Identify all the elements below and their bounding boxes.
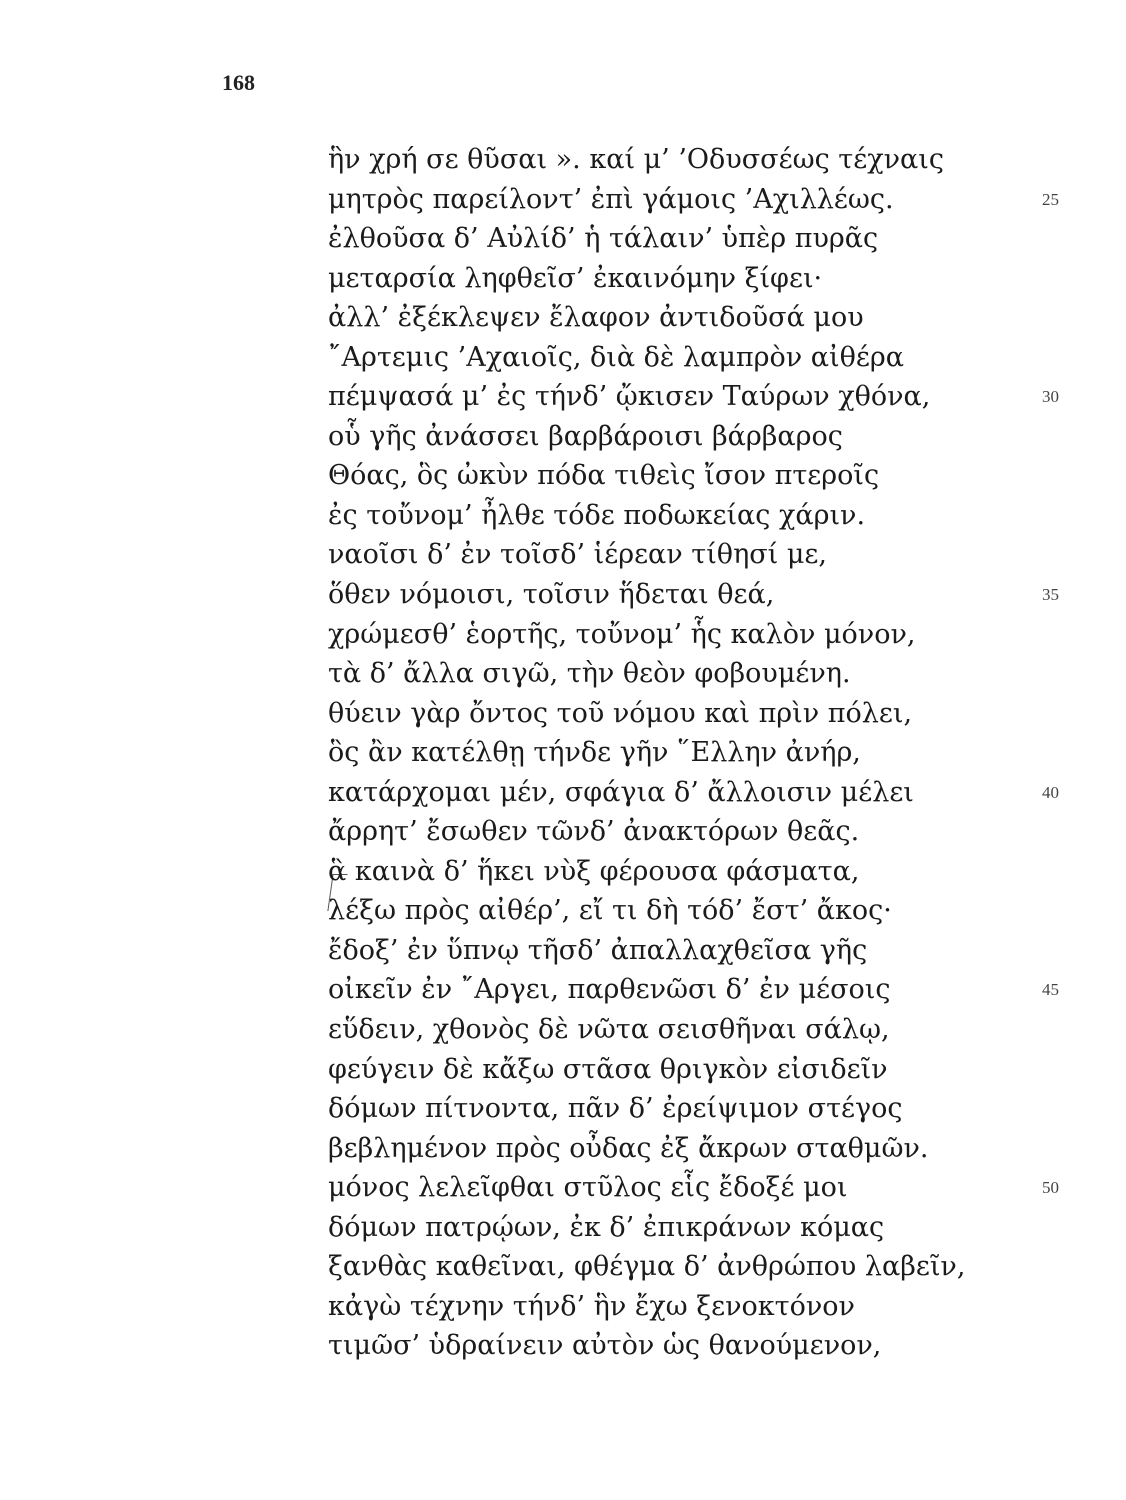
- verse-line-text: Θόας, ὃς ὠκὺν πόδα τιθεὶς ἴσον πτεροῖς: [328, 460, 880, 492]
- verse-line-text: μόνος λελεῖφθαι στῦλος εἷς ἔδοξέ μοι: [328, 1172, 848, 1204]
- verse-line-text: κατάρχομαι μέν, σφάγια δ’ ἄλλοισιν μέλει: [328, 776, 914, 808]
- verse-line-text: δόμων πίτνοντα, πᾶν δ’ ἐρείψιμον στέγος: [328, 1093, 903, 1125]
- verse-text: [328, 140, 1059, 1366]
- verse-line: [328, 733, 1028, 773]
- verse-line-text: ἄρρητ’ ἔσωθεν τῶνδ’ ἀνακτόρων θεᾶς.: [328, 816, 860, 848]
- verse-line-text: πέμψασά μ’ ἐς τήνδ’ ᾤκισεν Ταύρων χθόνα,: [328, 381, 931, 413]
- verse-line: [328, 180, 1059, 220]
- verse-line: [328, 891, 1028, 931]
- page-number: 168: [222, 70, 255, 95]
- verse-line: [328, 575, 1059, 615]
- verse-line: [328, 140, 1028, 180]
- verse-line-text: κἀγὼ τέχνην τήνδ’ ἣν ἔχω ξενοκτόνον: [328, 1290, 855, 1322]
- verse-line-text: ἀλλ’ ἐξέκλεψεν ἔλαφον ἀντιδοῦσά μου: [328, 302, 864, 334]
- verse-line-text: οἰκεῖν ἐν ῎Αργει, παρθενῶσι δ’ ἐν μέσοις: [328, 974, 891, 1006]
- verse-line: [328, 970, 1059, 1010]
- verse-line: [328, 931, 1028, 971]
- verse-line: [328, 535, 1028, 575]
- verse-line-text: λέξω πρὸς αἰθέρ’, εἴ τι δὴ τόδ’ ἔστ’ ἄκος·: [328, 895, 892, 927]
- line-number: 40: [1042, 782, 1059, 802]
- verse-line: [328, 259, 1028, 299]
- verse-line-text: οὗ γῆς ἀνάσσει βαρβάροισι βάρβαρος: [328, 420, 843, 452]
- line-number: 25: [1042, 189, 1059, 209]
- line-number: 50: [1042, 1178, 1059, 1198]
- verse-line-text: φεύγειν δὲ κἄξω στᾶσα θριγκὸν εἰσιδεῖν: [328, 1053, 888, 1085]
- verse-line: [328, 1326, 1028, 1366]
- verse-line: [328, 812, 1028, 852]
- verse-line: [328, 1287, 1028, 1327]
- verse-line-text: θύειν γὰρ ὄντος τοῦ νόμου καὶ πρὶν πόλει,: [328, 697, 913, 729]
- verse-line-text: τιμῶσ’ ὑδραίνειν αὐτὸν ὡς θανούμενον,: [328, 1330, 882, 1362]
- verse-line: [328, 654, 1028, 694]
- verse-line-text: ναοῖσι δ’ ἐν τοῖσδ’ ἱέρεαν τίθησί με,: [328, 539, 827, 571]
- verse-line: [328, 1168, 1059, 1208]
- verse-line-text: ἔδοξ’ ἐν ὕπνῳ τῆσδ’ ἀπαλλαχθεῖσα γῆς: [328, 934, 868, 966]
- verse-line-text: τὰ δ’ ἄλλα σιγῶ, τὴν θεὸν φοβουμένη.: [328, 658, 851, 690]
- verse-line: [328, 377, 1059, 417]
- verse-line-text: ξανθὰς καθεῖναι, φθέγμα δ’ ἀνθρώπου λαβεῖν,: [328, 1251, 966, 1283]
- verse-line: [328, 219, 1028, 259]
- verse-line-text: ἐλθοῦσα δ’ Αὐλίδ’ ἡ τάλαιν’ ὑπὲρ πυρᾶς: [328, 223, 879, 255]
- verse-line-text: χρώμεσθ’ ἑορτῆς, τοὔνομ’ ἧς καλὸν μόνον,: [328, 618, 916, 650]
- verse-line-text: ἃ καινὰ δ’ ἥκει νὺξ φέρουσα φάσματα,: [328, 855, 860, 887]
- verse-line: [328, 298, 1028, 338]
- verse-line: [328, 1129, 1028, 1169]
- line-number: 45: [1042, 980, 1059, 1000]
- line-number: 30: [1042, 387, 1059, 407]
- verse-line-text: ἣν χρή σε θῦσαι ». καί μ’ ’Οδυσσέως τέχναις: [328, 144, 944, 175]
- verse-line: [328, 1089, 1028, 1129]
- verse-line-text: δόμων πατρῴων, ἐκ δ’ ἐπικράνων κόμας: [328, 1211, 885, 1243]
- verse-line-text: ὃς ἂν κατέλθῃ τήνδε γῆν ῞Ελλην ἀνήρ,: [328, 737, 861, 769]
- verse-line: [328, 773, 1059, 813]
- line-number: 35: [1042, 585, 1059, 605]
- verse-line: [328, 1208, 1028, 1248]
- verse-line-text: βεβλημένον πρὸς οὖδας ἐξ ἄκρων σταθμῶν.: [328, 1132, 929, 1164]
- verse-line: [328, 1010, 1028, 1050]
- verse-line: [328, 615, 1028, 655]
- verse-line-text: ῎Αρτεμις ’Αχαιοῖς, διὰ δὲ λαμπρὸν αἰθέρα: [328, 341, 904, 373]
- verse-line-text: μητρὸς παρείλοντ’ ἐπὶ γάμοις ’Αχιλλέως.: [328, 183, 894, 215]
- verse-line-text: εὕδειν, χθονὸς δὲ νῶτα σεισθῆναι σάλῳ,: [328, 1014, 890, 1046]
- verse-line-text: μεταρσία ληφθεῖσ’ ἐκαινόμην ξίφει·: [328, 262, 823, 294]
- verse-line: [328, 694, 1028, 734]
- verse-line: [328, 1050, 1028, 1090]
- verse-line-text: ἐς τοὔνομ’ ἦλθε τόδε ποδωκείας χάριν.: [328, 499, 866, 531]
- verse-line-text: ὅθεν νόμοισι, τοῖσιν ἥδεται θεά,: [328, 579, 775, 611]
- verse-line: [328, 338, 1028, 378]
- verse-line: [328, 456, 1028, 496]
- verse-line: [328, 417, 1028, 457]
- verse-line: [328, 852, 1028, 892]
- verse-line: [328, 1247, 1028, 1287]
- verse-line: [328, 496, 1028, 536]
